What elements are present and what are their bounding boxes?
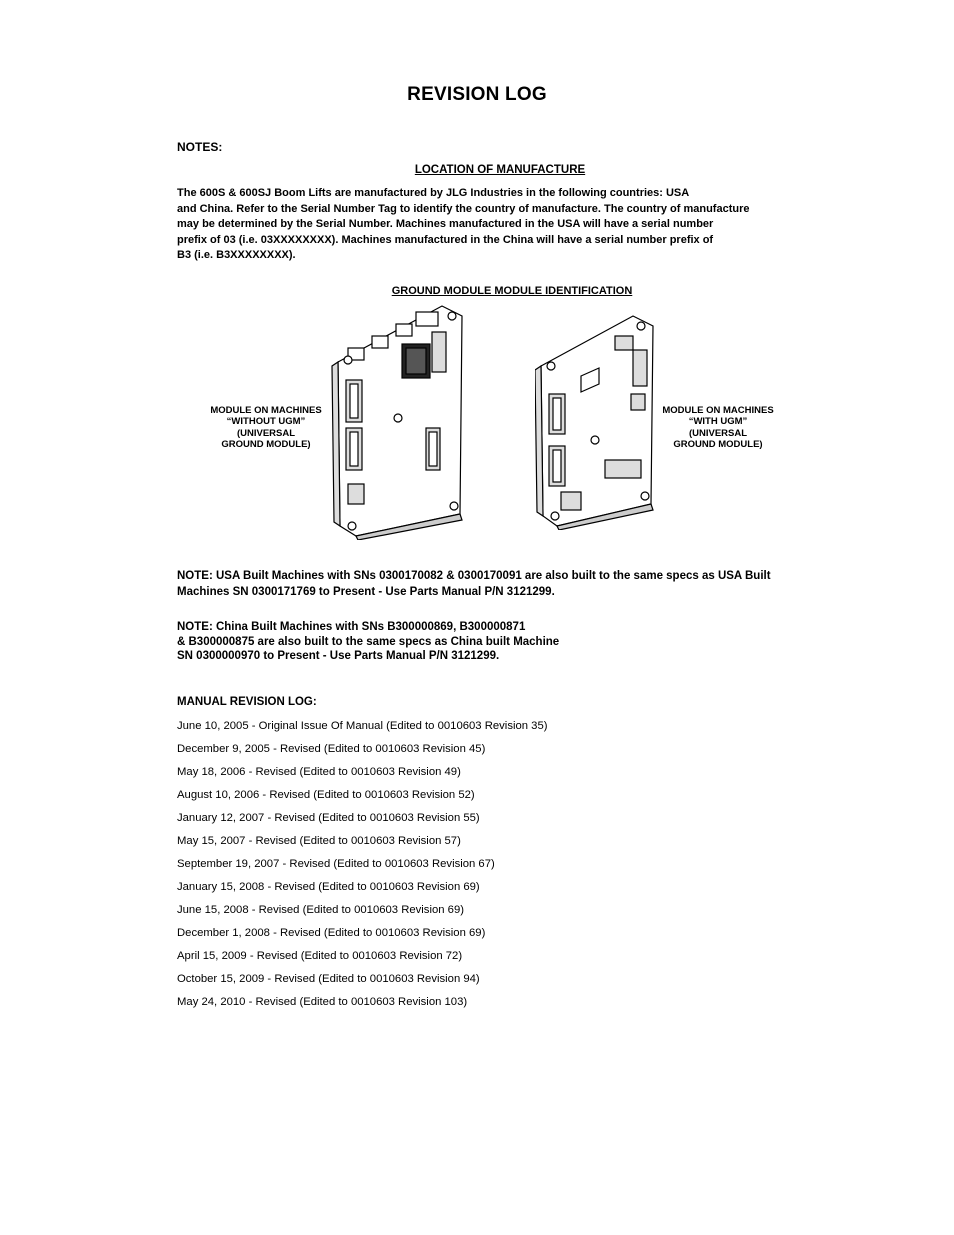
label-line: “WITH UGM”	[688, 416, 748, 428]
label-line: GROUND MODULE)	[673, 439, 763, 451]
label-line: MODULE ON MACHINES	[662, 405, 774, 416]
revision-entry: May 15, 2007 - Revised (Edited to 0010603 Revision 57)	[177, 835, 461, 847]
revision-entry: May 18, 2006 - Revised (Edited to 0010603 Revision 49)	[177, 766, 461, 778]
location-line: prefix of 03 (i.e. 03XXXXXXXX). Machines manufactured in the China will have a serial number prefix of	[177, 233, 714, 246]
revision-log-list	[177, 719, 548, 1018]
ground-module-heading: GROUND MODULE MODULE IDENTIFICATION	[391, 285, 633, 297]
page-title: REVISION LOG	[407, 84, 547, 105]
note-usa	[177, 569, 837, 600]
module-without-ugm-label	[196, 405, 336, 451]
note-line: NOTE: China Built Machines with SNs B300000869, B300000871	[177, 621, 526, 633]
revision-entry: January 15, 2008 - Revised (Edited to 0010603 Revision 69)	[177, 881, 480, 893]
location-line: may be determined by the Serial Number. Machines manufactured in the USA will have a serial number	[177, 218, 714, 231]
note-line: SN 0300000970 to Present - Use Parts Manual P/N 3121299.	[177, 650, 500, 662]
location-line: The 600S & 600SJ Boom Lifts are manufactured by JLG Industries in the following countries: USA	[177, 187, 690, 199]
revision-entry: December 9, 2005 - Revised (Edited to 0010603 Revision 45)	[177, 743, 486, 755]
revision-entry: August 10, 2006 - Revised (Edited to 0010603 Revision 52)	[177, 789, 475, 801]
note-line: Machines SN 0300171769 to Present - Use Parts Manual P/N 3121299.	[177, 585, 555, 598]
revision-entry: June 15, 2008 - Revised (Edited to 0010603 Revision 69)	[177, 904, 465, 916]
label-line: MODULE ON MACHINES	[210, 405, 322, 416]
label-line: (UNIVERSAL	[236, 427, 296, 439]
location-line: B3 (i.e. B3XXXXXXXX).	[177, 249, 296, 262]
label-line: GROUND MODULE)	[221, 439, 311, 451]
note-china	[177, 620, 777, 664]
revision-entry: April 15, 2009 - Revised (Edited to 0010603 Revision 72)	[177, 950, 463, 962]
note-line: & B300000875 are also built to the same specs as China built Machine	[177, 635, 560, 648]
manual-revision-log-heading: MANUAL REVISION LOG:	[177, 696, 317, 708]
revision-entry: January 12, 2007 - Revised (Edited to 0010603 Revision 55)	[177, 812, 480, 824]
location-line: and China. Refer to the Serial Number Tag to identify the country of manufacture. The country of manufacture	[177, 202, 750, 215]
label-line: “WITHOUT UGM”	[226, 416, 306, 428]
module-with-ugm-label	[648, 405, 788, 451]
notes-label: NOTES:	[177, 140, 223, 154]
module-with-ugm-illustration	[535, 310, 660, 530]
location-paragraph	[177, 186, 837, 264]
location-heading: LOCATION OF MANUFACTURE	[414, 164, 586, 176]
revision-entry: June 10, 2005 - Original Issue Of Manual (Edited to 0010603 Revision 35)	[177, 720, 548, 732]
revision-entry: September 19, 2007 - Revised (Edited to 0010603 Revision 67)	[177, 858, 495, 870]
module-without-ugm-illustration	[330, 300, 470, 540]
note-line: NOTE: USA Built Machines with SNs 0300170082 & 0300170091 are also built to the same specs as USA Built	[177, 570, 771, 582]
revision-entry: December 1, 2008 - Revised (Edited to 0010603 Revision 69)	[177, 927, 486, 939]
label-line: (UNIVERSAL	[688, 427, 748, 439]
revision-entry: October 15, 2009 - Revised (Edited to 0010603 Revision 94)	[177, 973, 480, 985]
revision-entry: May 24, 2010 - Revised (Edited to 0010603 Revision 103)	[177, 996, 468, 1008]
